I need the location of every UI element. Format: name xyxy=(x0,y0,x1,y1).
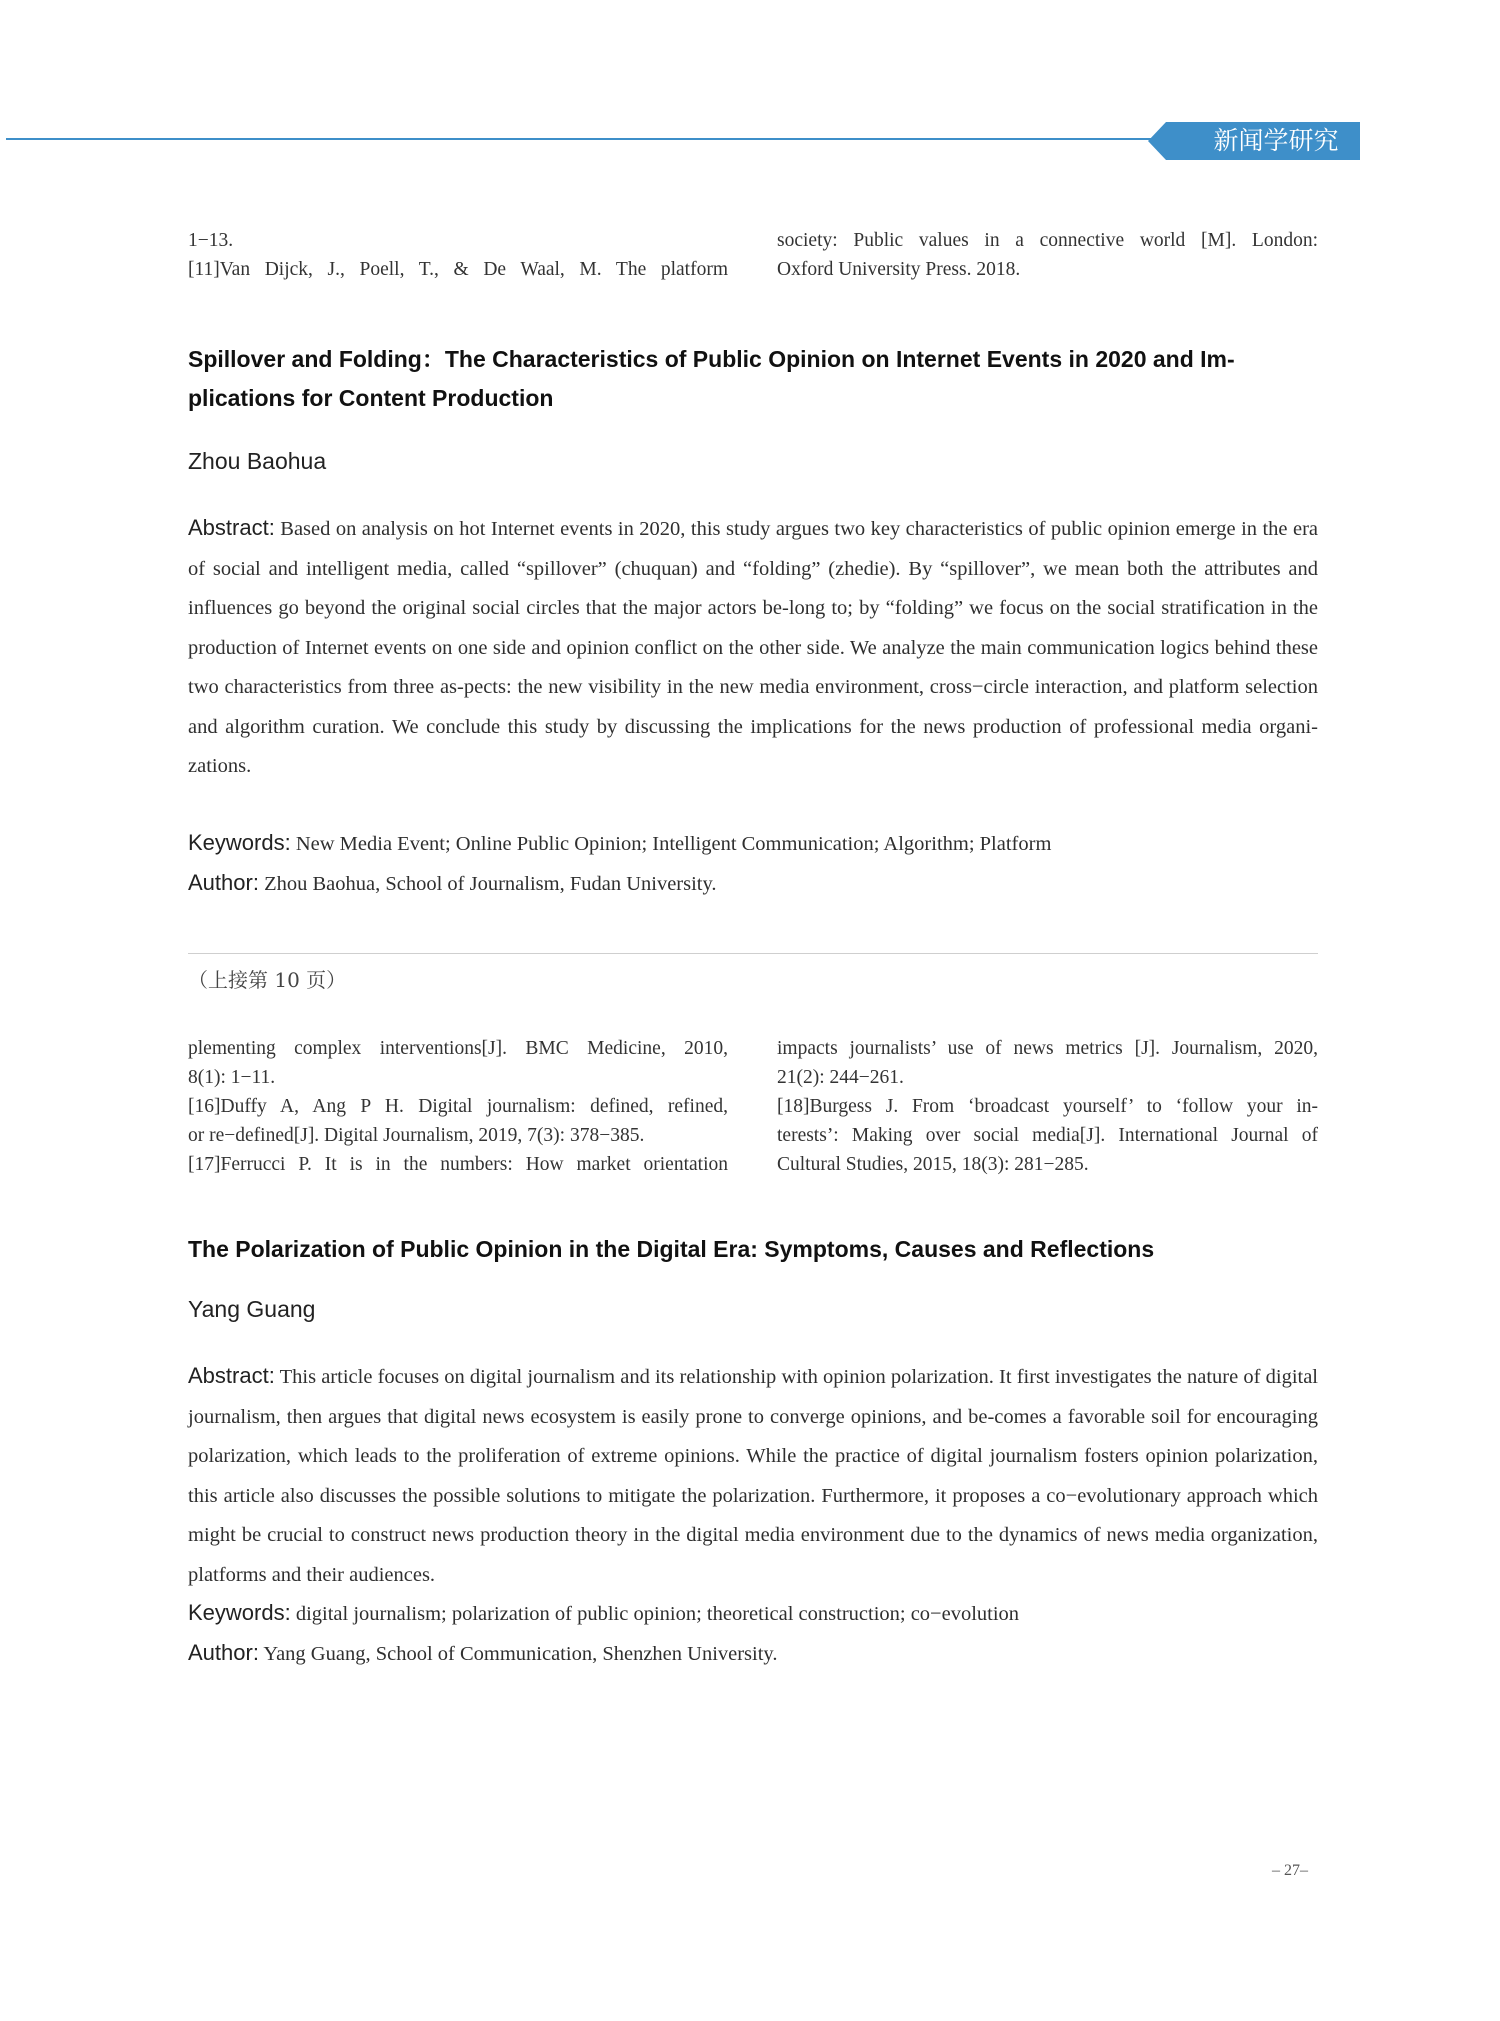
article1-keywords xyxy=(188,828,1051,859)
title-line: Spillover and Folding：The Characteristics of Public Opinion on Internet Events in 2020 and Im- xyxy=(188,346,1235,372)
continued-note: （上接第 10 页） xyxy=(188,968,347,992)
keywords-label: Keywords: xyxy=(188,830,291,855)
article2-title: The Polarization of Public Opinion in the Digital Era: Symptoms, Causes and Reflections xyxy=(188,1236,1155,1262)
section-divider xyxy=(188,953,1318,954)
author-text: Yang Guang, School of Communication, Shenzhen University. xyxy=(263,1643,778,1665)
author-label: Author: xyxy=(188,870,259,895)
ref-line: [16]Duffy A, Ang P H. Digital journalism: defined, refined, xyxy=(188,1096,728,1117)
ref-line: plementing complex interventions[J]. BMC Medicine, 2010, xyxy=(188,1038,728,1059)
page-number: – 27– xyxy=(1272,1862,1308,1879)
mid-refs-right xyxy=(777,1034,1318,1179)
ref-line: Oxford University Press. 2018. xyxy=(777,259,1021,280)
ref-line: [18]Burgess J. From ‘broadcast yourself’ to ‘follow your in- xyxy=(777,1096,1318,1117)
article2-keywords xyxy=(188,1598,1019,1629)
article1-title xyxy=(188,340,1318,418)
ref-line: 8(1): 1−11. xyxy=(188,1067,276,1088)
ref-line: impacts journalists’ use of news metrics [J]. Journalism, 2020, xyxy=(777,1038,1318,1059)
article2-author-name: Yang Guang xyxy=(188,1296,316,1322)
top-refs-right xyxy=(777,226,1318,284)
ref-line: terests’: Making over social media[J]. International Journal of xyxy=(777,1125,1318,1146)
ref-line: society: Public values in a connective world [M]. London: xyxy=(777,230,1318,251)
top-refs-left xyxy=(188,226,728,284)
abstract-label: Abstract: xyxy=(188,515,275,540)
ref-line: [17]Ferrucci P. It is in the numbers: How market orientation xyxy=(188,1154,728,1175)
keywords-text: digital journalism; polarization of public opinion; theoretical construction; co−evolution xyxy=(295,1603,1020,1625)
ref-line: [11]Van Dijck, J., Poell, T., & De Waal, M. The platform xyxy=(188,259,728,280)
header-rule xyxy=(6,138,1158,140)
abstract-text: This article focuses on digital journalism and its relationship with opinion polarization. It first investigates the nature of digital journalism, then argues that digital news ecosystem is easily prone to converge opinions, and be-comes a favorable soil for encouraging polarization, which leads to the proliferation of extreme opinions. While the practice of digital journalism fosters opinion polarization, this article also discusses the possible solutions to mitigate the polarization. Furthermore, it proposes a co−evolutionary approach which might be crucial to construct news production theory in the digital media environment due to the dynamics of news media organization, platforms and their audiences. xyxy=(188,1366,1318,1586)
author-text: Zhou Baohua, School of Journalism, Fudan University. xyxy=(264,873,717,895)
article2-abstract xyxy=(188,1356,1318,1595)
abstract-label: Abstract: xyxy=(188,1363,275,1388)
ref-line: or re−defined[J]. Digital Journalism, 2019, 7(3): 378−385. xyxy=(188,1125,645,1146)
mid-refs-left xyxy=(188,1034,728,1179)
keywords-text: New Media Event; Online Public Opinion; Intelligent Communication; Algorithm; Platform xyxy=(295,833,1052,855)
article1-abstract xyxy=(188,508,1318,787)
ref-line: Cultural Studies, 2015, 18(3): 281−285. xyxy=(777,1154,1089,1175)
journal-name: 新闻学研究 xyxy=(1213,126,1339,155)
ref-line: 1−13. xyxy=(188,230,234,251)
ref-line: 21(2): 244−261. xyxy=(777,1067,904,1088)
author-label: Author: xyxy=(188,1640,259,1665)
article2-author xyxy=(188,1638,777,1669)
article1-author-name: Zhou Baohua xyxy=(188,448,327,474)
article1-author xyxy=(188,868,717,899)
keywords-label: Keywords: xyxy=(188,1600,291,1625)
title-line: plications for Content Production xyxy=(188,385,554,411)
abstract-text: Based on analysis on hot Internet events in 2020, this study argues two key characteristics of public opinion emerge in the era of social and intelligent media, called “spillover” (chuquan) and “folding” (zhedie). By “spillover”, we mean both the attributes and influences go beyond the original social circles that the major actors be-long to; by “folding” we focus on the social stratification in the production of Internet events on one side and opinion conflict on the other side. We analyze the main communication logics behind these two characteristics from three as-pects: the new visibility in the new media environment, cross−circle interaction, and platform selection and algorithm curation. We conclude this study by discussing the implications for the news production of professional media organi-zations. xyxy=(188,518,1319,777)
